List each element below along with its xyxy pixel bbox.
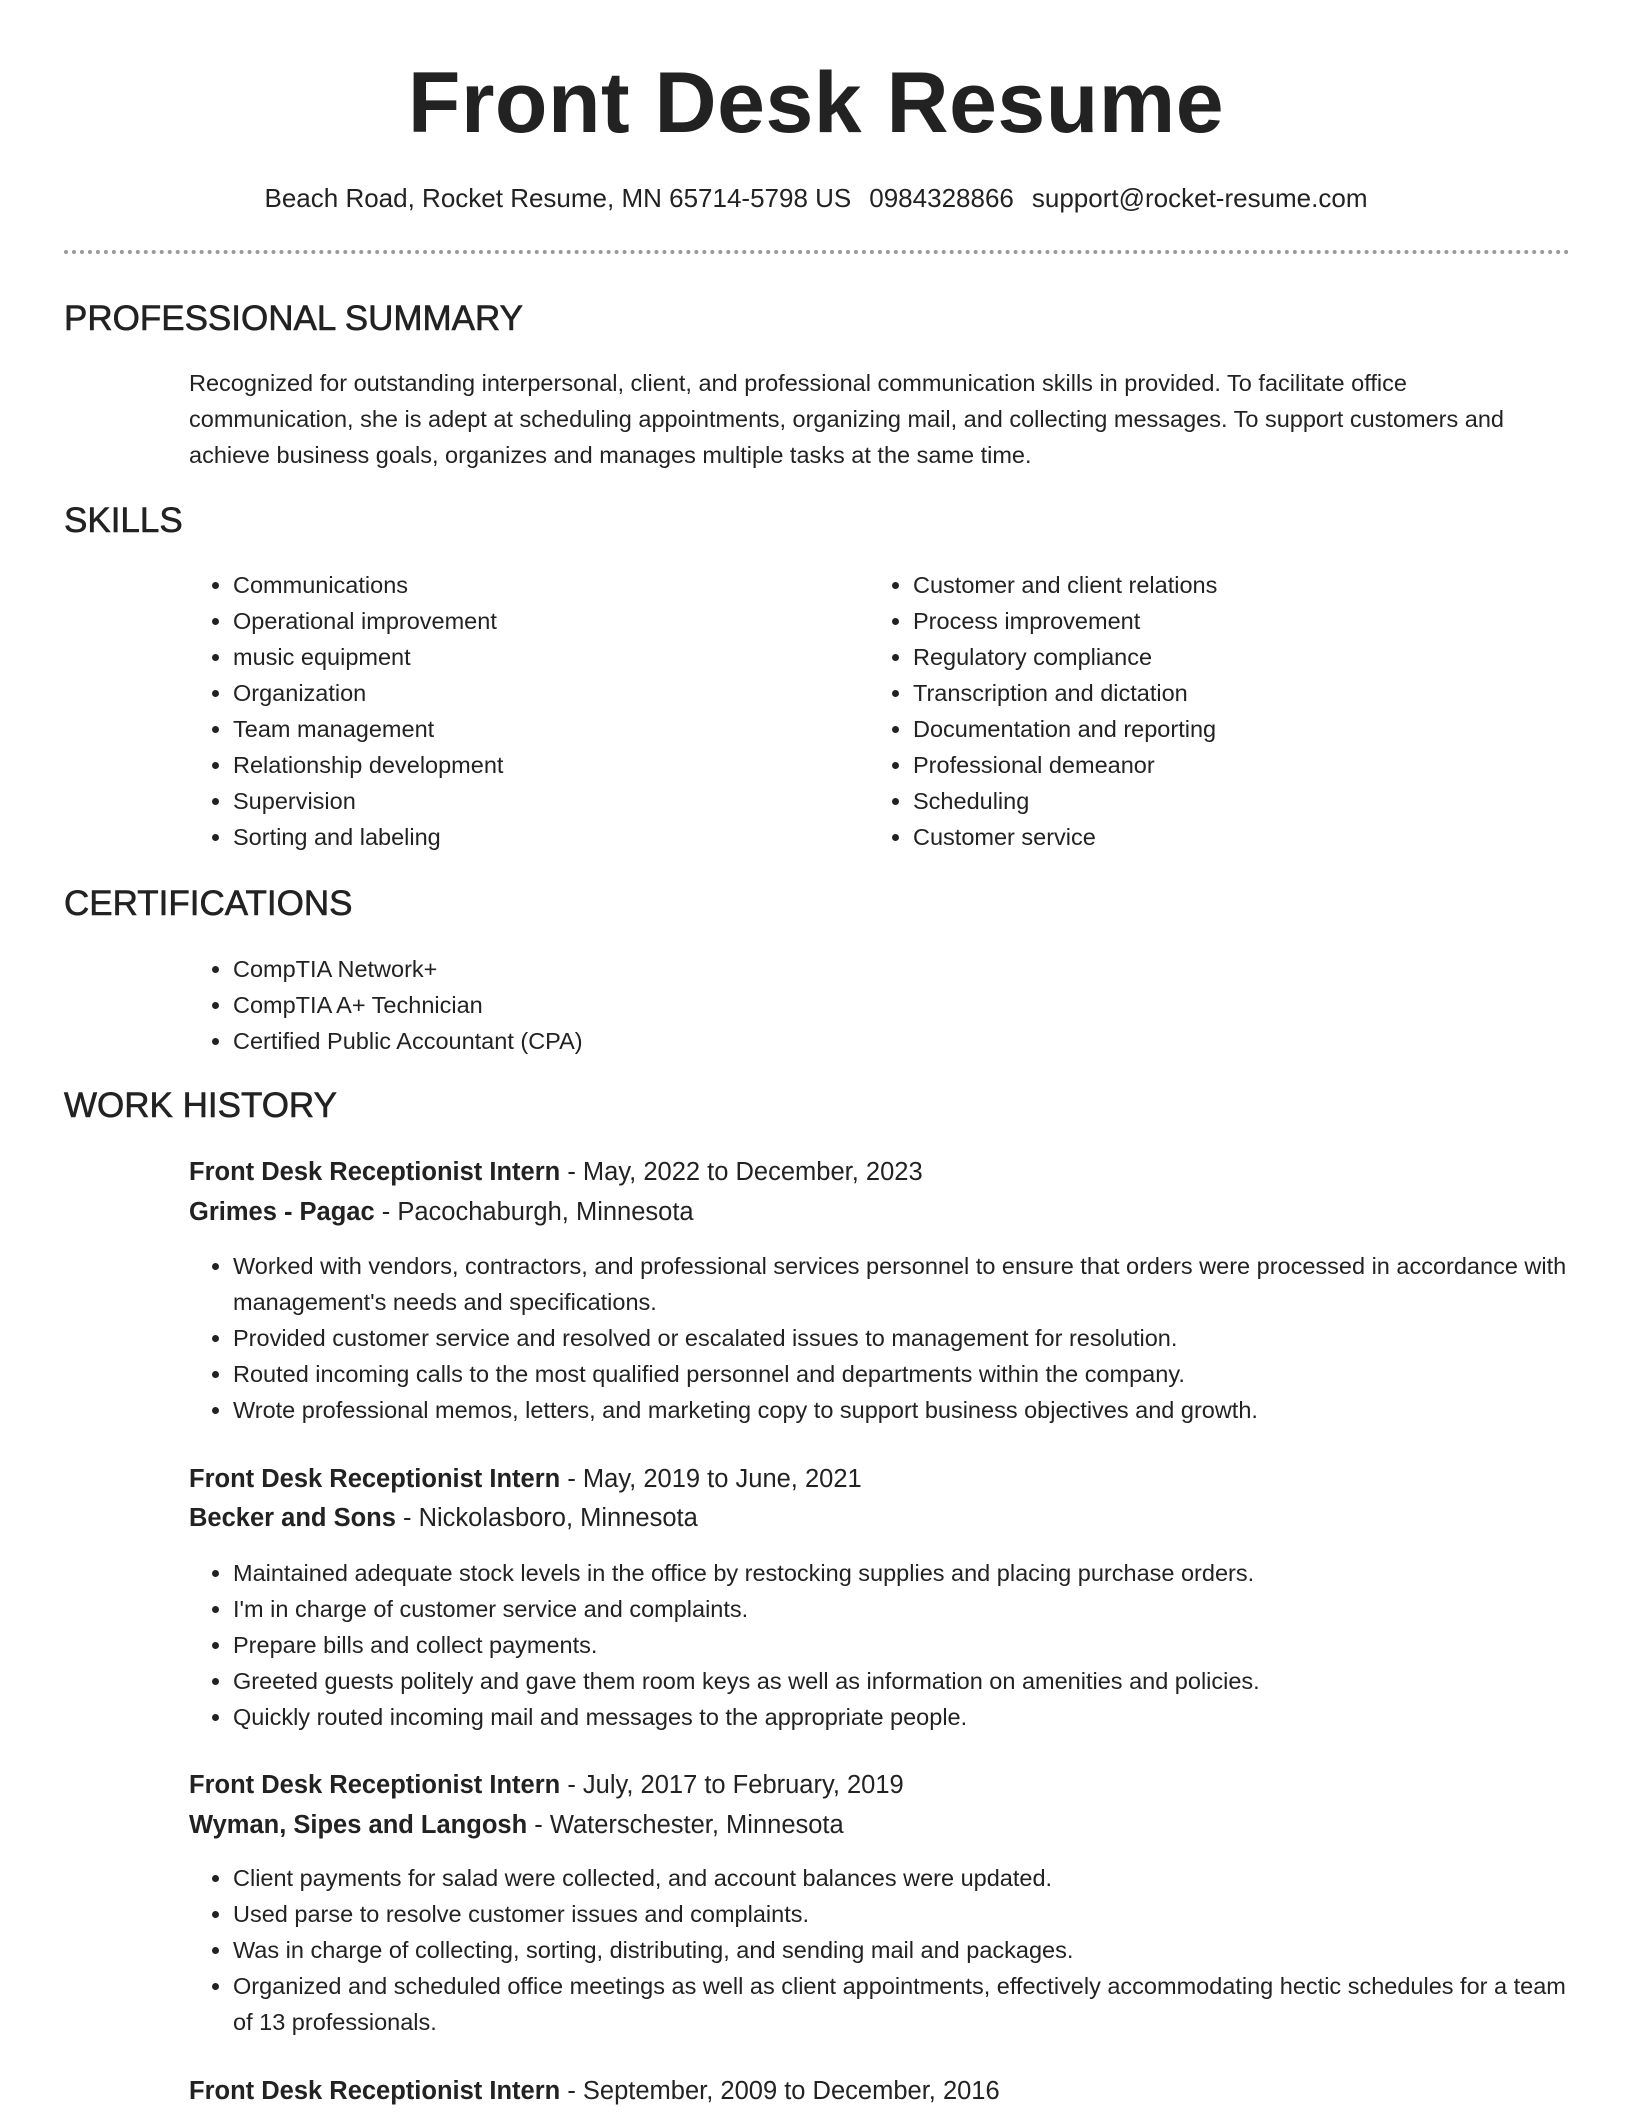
job-dates: - July, 2017 to February, 2019 — [560, 1771, 904, 1799]
job-location: - Pacochaburgh, Minnesota — [374, 1198, 694, 1226]
skill-item: • Customer and client relations — [913, 567, 1553, 603]
job-company: Wyman, Sipes and Langosh — [189, 1811, 528, 1839]
job-bullet: • Client payments for salad were collected, and account balances were updated. — [233, 1860, 1573, 1896]
skill-item: • Documentation and reporting — [913, 711, 1553, 747]
job-bullet: • Maintained adequate stock levels in the office by restocking supplies and placing purchase orders. — [233, 1555, 1573, 1591]
job-title: Front Desk Receptionist Intern — [189, 1465, 561, 1493]
skill-item: • music equipment — [233, 639, 853, 675]
job-location: - Nickolasboro, Minnesota — [395, 1504, 698, 1532]
job-title-line — [189, 1459, 862, 1499]
section-title-certifications: CERTIFICATIONS — [64, 884, 353, 923]
job-bullet: • Quickly routed incoming mail and messages to the appropriate people. — [233, 1699, 1573, 1735]
job-company: Becker and Sons — [189, 1504, 396, 1532]
certification-item: • CompTIA Network+ — [233, 951, 1533, 987]
section-title-work-history: WORK HISTORY — [64, 1086, 337, 1125]
skill-item: • Scheduling — [913, 783, 1553, 819]
header-divider — [64, 250, 1570, 254]
job-company: Grimes - Pagac — [189, 1198, 375, 1226]
job-title-line — [189, 1765, 904, 1805]
job-bullets — [189, 1248, 1573, 1428]
certification-item: • Certified Public Accountant (CPA) — [233, 1023, 1533, 1059]
job-title: Front Desk Receptionist Intern — [189, 2077, 561, 2105]
contact-line — [0, 178, 1632, 218]
skill-item: • Communications — [233, 567, 853, 603]
job-bullet: • Prepare bills and collect payments. — [233, 1627, 1573, 1663]
skills-list-right — [869, 567, 1553, 855]
job-title-line — [189, 2071, 1000, 2111]
skill-item: • Regulatory compliance — [913, 639, 1553, 675]
skill-item: • Process improvement — [913, 603, 1553, 639]
job-bullets — [189, 1860, 1573, 2040]
skill-item: • Relationship development — [233, 747, 853, 783]
skill-item: • Transcription and dictation — [913, 675, 1553, 711]
contact-email: support@rocket-resume.com — [1031, 183, 1368, 213]
job-bullet: • Greeted guests politely and gave them room keys as well as information on amenities and policies. — [233, 1663, 1573, 1699]
job-dates: - September, 2009 to December, 2016 — [560, 2077, 1000, 2105]
section-title-summary: PROFESSIONAL SUMMARY — [64, 299, 523, 338]
skill-item: • Organization — [233, 675, 853, 711]
job-company-line — [189, 1805, 844, 1845]
job-bullet: • Routed incoming calls to the most qualified personnel and departments within the company. — [233, 1356, 1573, 1392]
skills-list-left — [189, 567, 853, 855]
job-bullet: • Was in charge of collecting, sorting, distributing, and sending mail and packages. — [233, 1932, 1573, 1968]
summary-text: Recognized for outstanding interpersonal, client, and professional communication skills in provided. To facilitate office communication, she is adept at scheduling appointments, organizing mail, and collecting messages. To support customers and achieve business goals, organizes and manages multiple tasks at the same time. — [189, 370, 1504, 468]
skill-item: • Sorting and labeling — [233, 819, 853, 855]
certifications-list — [189, 951, 1533, 1059]
skill-item: • Customer service — [913, 819, 1553, 855]
job-bullet: • Organized and scheduled office meetings as well as client appointments, effectively accommodating hectic schedules for a team of 13 professionals. — [233, 1968, 1573, 2040]
job-bullet: • Worked with vendors, contractors, and professional services personnel to ensure that orders were processed in accordance with management's needs and specifications. — [233, 1248, 1573, 1320]
job-dates: - May, 2022 to December, 2023 — [560, 1158, 923, 1186]
job-bullets — [189, 1555, 1573, 1735]
job-bullet: • I'm in charge of customer service and complaints. — [233, 1591, 1573, 1627]
certification-item: • CompTIA A+ Technician — [233, 987, 1533, 1023]
contact-phone: 0984328866 — [869, 183, 1014, 213]
skill-item: • Operational improvement — [233, 603, 853, 639]
job-title: Front Desk Receptionist Intern — [189, 1158, 561, 1186]
job-company-line — [189, 1192, 694, 1232]
skill-item: • Professional demeanor — [913, 747, 1553, 783]
job-dates: - May, 2019 to June, 2021 — [560, 1465, 862, 1493]
job-bullet: • Wrote professional memos, letters, and marketing copy to support business objectives and growth. — [233, 1392, 1573, 1428]
job-bullet: • Used parse to resolve customer issues and complaints. — [233, 1896, 1573, 1932]
job-company-line — [189, 1498, 698, 1538]
skill-item: • Team management — [233, 711, 853, 747]
section-title-skills: SKILLS — [64, 501, 183, 540]
resume-title: Front Desk Resume — [407, 55, 1225, 151]
job-bullet: • Provided customer service and resolved or escalated issues to management for resolution. — [233, 1320, 1573, 1356]
job-location: - Waterschester, Minnesota — [527, 1811, 844, 1839]
skill-item: • Supervision — [233, 783, 853, 819]
contact-address: Beach Road, Rocket Resume, MN 65714-5798 US — [264, 183, 852, 213]
job-title: Front Desk Receptionist Intern — [189, 1771, 561, 1799]
job-title-line — [189, 1152, 923, 1192]
